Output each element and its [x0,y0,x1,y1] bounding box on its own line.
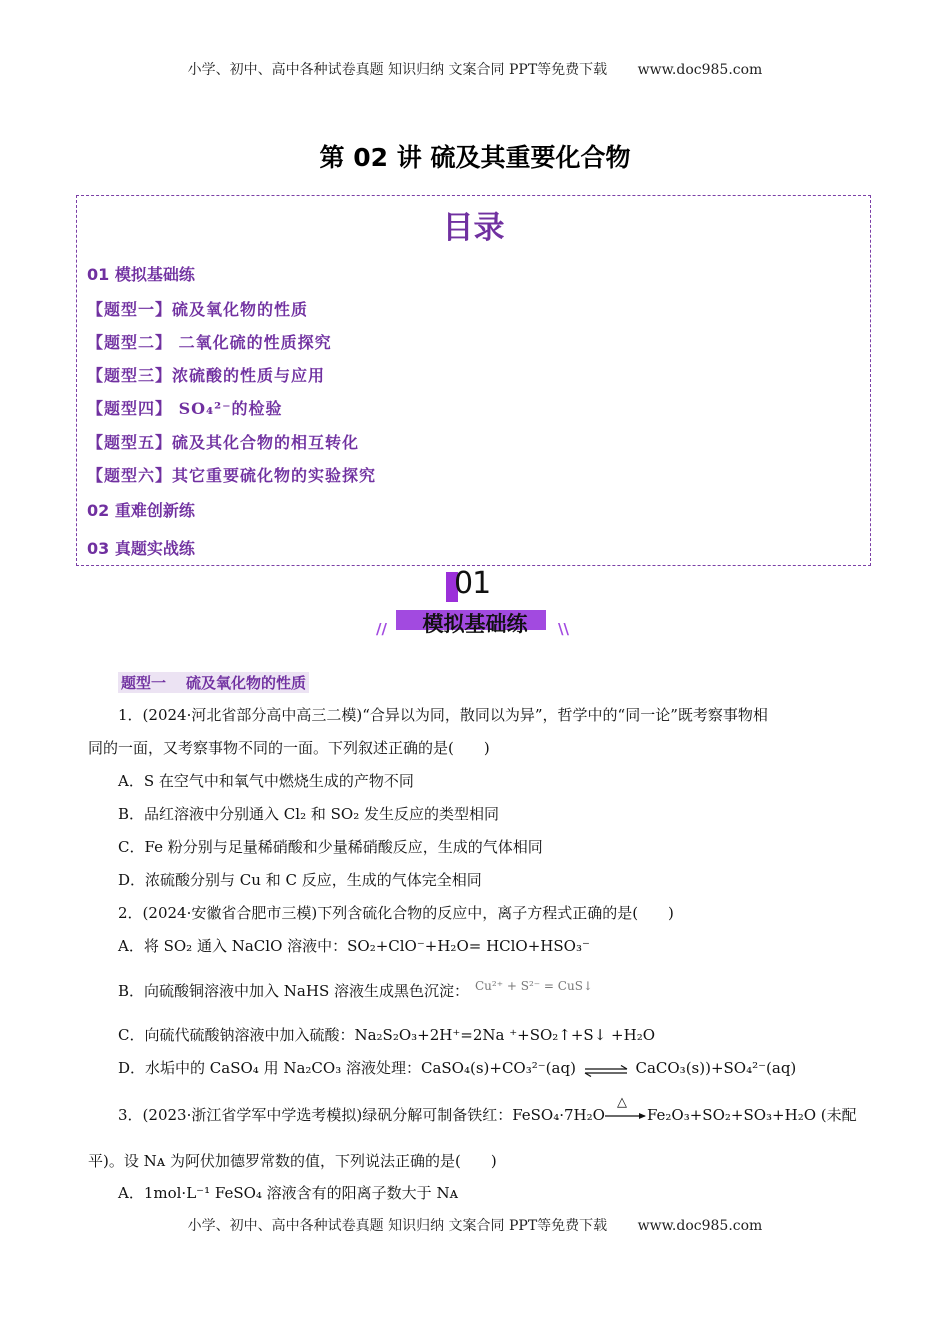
equilibrium-arrow-icon [583,1063,629,1075]
banner-label: 模拟基础练 [422,612,528,636]
footer-url[interactable]: www.doc985.com [637,1218,763,1234]
toc-item-01[interactable]: 01 模拟基础练 [87,265,195,284]
q2-option-d-left: D．水垢中的 CaSO₄ 用 Na₂CO₃ 溶液处理：CaSO₄(s)+CO₃²⁻(aq) [118,1059,576,1077]
page-header [0,59,950,79]
page-footer [0,1215,950,1235]
q1-stem-line1: 1．(2024·河北省部分高中高三二模)“合异以为同，散同以为异”，哲学中的“同一论”既考察事物相 [118,706,768,724]
q2-option-b-text: B．向硫酸铜溶液中加入 NaHS 溶液生成黑色沉淀： [118,982,469,1000]
toc-item-type6[interactable]: 【题型六】其它重要硫化物的实验探究 [87,466,377,485]
q1-option-a[interactable]: A．S 在空气中和氧气中燃烧生成的产物不同 [118,772,414,790]
toc-item-02[interactable]: 02 重难创新练 [87,501,195,520]
page-title: 第 02 讲 硫及其重要化合物 [319,143,631,172]
heat-arrow-icon [605,1095,647,1123]
q3-stem-left: 3．(2023·浙江省学军中学选考模拟)绿矾分解可制备铁红：FeSO₄·7H₂O [118,1106,605,1124]
q1-stem-line2: 同的一面，又考察事物不同的一面。下列叙述正确的是( ) [88,739,490,757]
toc-heading: 目录 [442,210,505,246]
toc-item-type3[interactable]: 【题型三】浓硫酸的性质与应用 [87,366,326,385]
header-text: 小学、初中、高中各种试卷真题 知识归纳 文案合同 PPT等免费下载 [187,62,608,78]
q2-option-b-formula: Cu²⁺ + S²⁻ = CuS↓ [475,979,593,993]
q2-option-b[interactable] [118,979,593,1001]
type-label-prefix: 题型一 [121,674,167,692]
q2-option-d-right: CaCO₃(s))+SO₄²⁻(aq) [635,1059,797,1077]
section-banner [370,566,580,638]
q3-stem-right: Fe₂O₃+SO₂+SO₃+H₂O (未配 [646,1106,857,1124]
type-label [118,672,309,693]
q1-option-d[interactable]: D．浓硫酸分别与 Cu 和 C 反应，生成的气体完全相同 [118,871,482,889]
type-label-text: 硫及氧化物的性质 [186,674,307,692]
header-url[interactable]: www.doc985.com [637,62,763,78]
toc-item-type1[interactable]: 【题型一】硫及氧化物的性质 [87,300,309,319]
toc-item-03[interactable]: 03 真题实战练 [87,539,195,558]
toc-item-type2[interactable]: 【题型二】 二氧化硫的性质探究 [87,333,332,352]
q1-option-c[interactable]: C．Fe 粉分别与足量稀硝酸和少量稀硝酸反应，生成的气体相同 [118,838,543,856]
q3-stem-line2: 平)。设 Nᴀ 为阿伏加德罗常数的值，下列说法正确的是( ) [88,1152,497,1170]
banner-slash-left: // [376,620,387,638]
q2-option-a[interactable]: A．将 SO₂ 通入 NaClO 溶液中：SO₂+ClO⁻+H₂O= HClO+HSO₃⁻ [118,937,590,955]
q1-option-b[interactable]: B．品红溶液中分别通入 Cl₂ 和 SO₂ 发生反应的类型相同 [118,805,499,823]
banner-number: 01 [454,566,491,601]
banner-slash-right: \\ [558,620,569,638]
toc-item-type5[interactable]: 【题型五】硫及其化合物的相互转化 [87,433,360,452]
q2-option-d[interactable] [118,1057,796,1078]
toc-box [76,195,871,566]
q2-option-c[interactable]: C．向硫代硫酸钠溶液中加入硫酸：Na₂S₂O₃+2H⁺=2Na ⁺+SO₂↑+S↓ +H₂O [118,1026,655,1044]
q3-stem-line1 [118,1095,857,1125]
heat-delta: △ [616,1095,627,1110]
footer-text: 小学、初中、高中各种试卷真题 知识归纳 文案合同 PPT等免费下载 [187,1218,608,1234]
toc-item-type4[interactable]: 【题型四】 SO₄²⁻的检验 [87,399,283,418]
q2-stem: 2．(2024·安徽省合肥市三模)下列含硫化合物的反应中，离子方程式正确的是( ) [118,904,674,922]
q3-option-a[interactable]: A．1mol·L⁻¹ FeSO₄ 溶液含有的阳离子数大于 Nᴀ [118,1184,459,1202]
